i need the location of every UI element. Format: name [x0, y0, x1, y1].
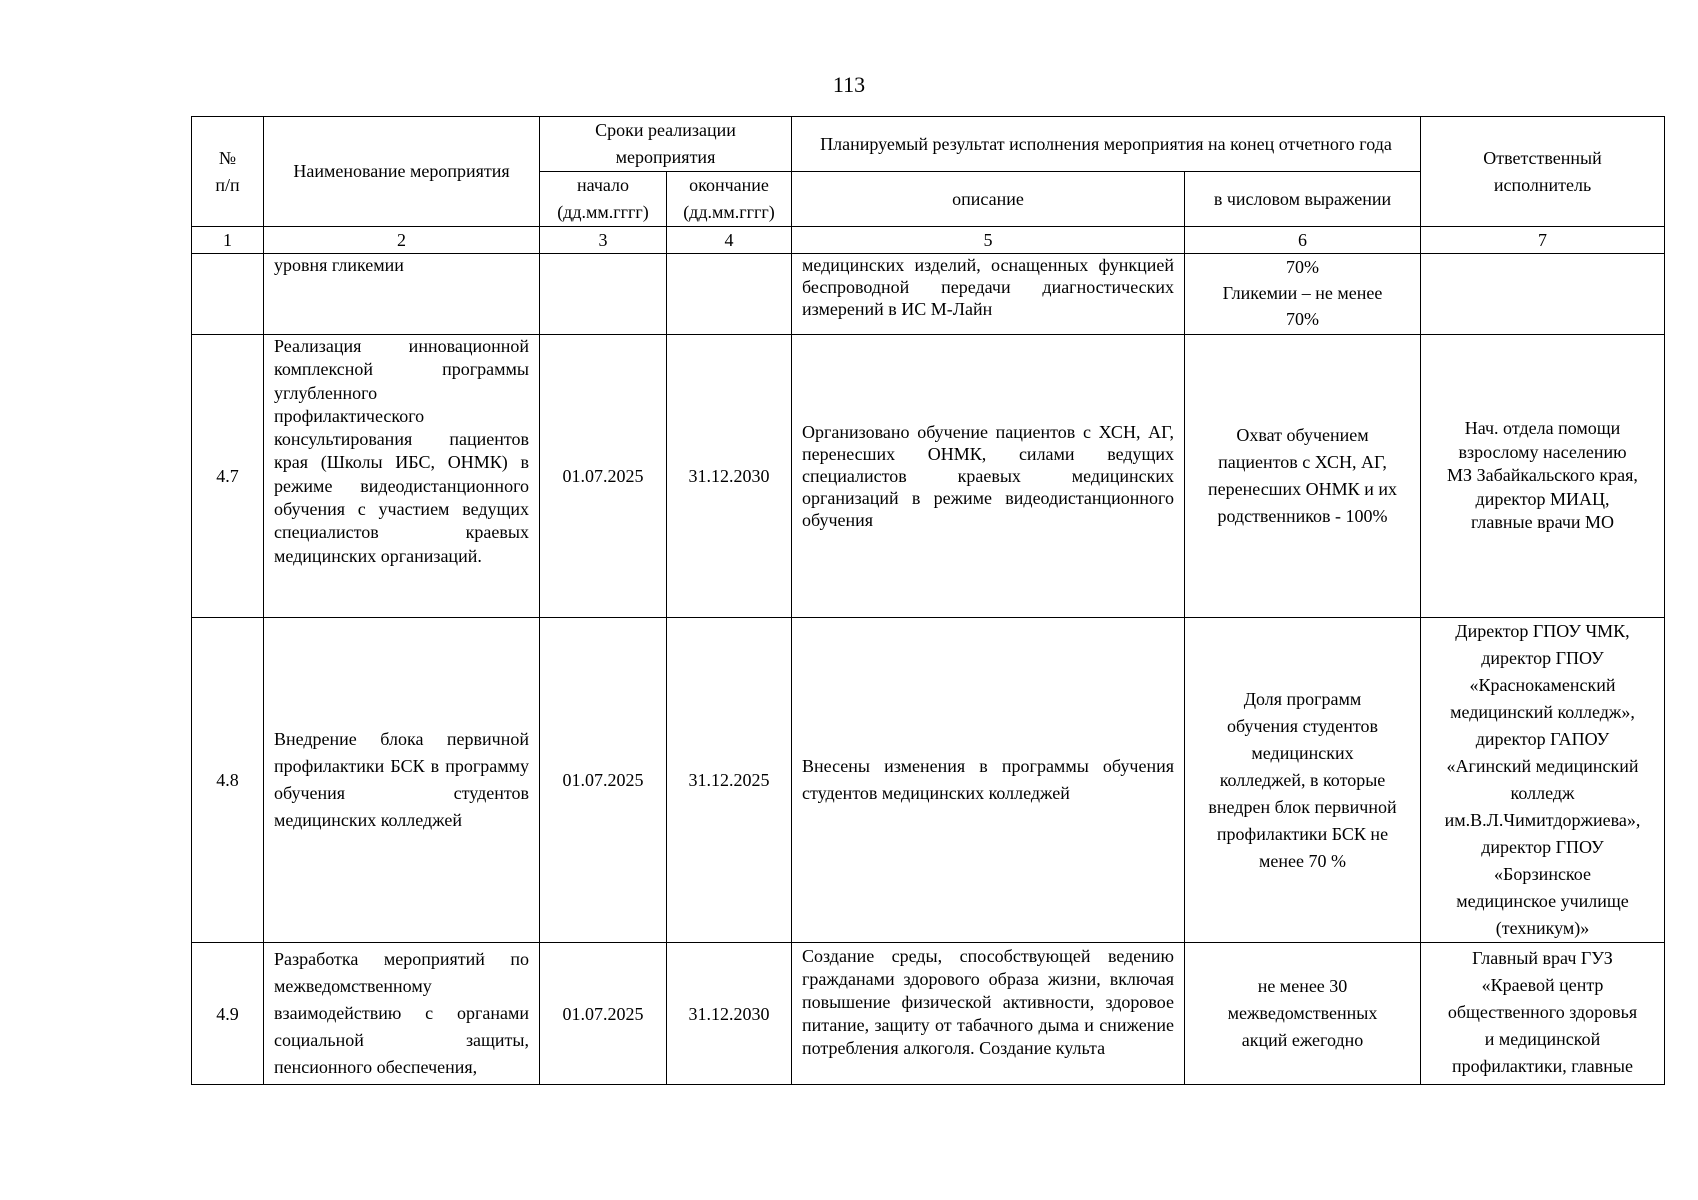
column-numbers-row: [192, 227, 1665, 254]
header-no: № п/п: [192, 117, 264, 227]
row-end-date: 31.12.2030: [667, 335, 792, 618]
row-end-date: 31.12.2025: [667, 618, 792, 943]
row-responsible: Директор ГПОУ ЧМК, директор ГПОУ «Краснокаменский медицинский колледж», директор ГАПОУ «Агинский медицинский колледж им.В.Л.Чимитдоржиева», директор ГПОУ «Борзинское медицинское училище (техникум)»: [1421, 618, 1665, 943]
row-start-date: 01.07.2025: [540, 335, 667, 618]
row-numeric-result: Охват обучением пациентов с ХСН, АГ, перенесших ОНМК и их родственников - 100%: [1185, 335, 1421, 618]
row-start-date: 01.07.2025: [540, 618, 667, 943]
row-description: Организовано обучение пациентов с ХСН, АГ, перенесших ОНМК, силами ведущих специалистов краевых медицинских организаций в режиме видеодистанционного обучения: [792, 335, 1185, 618]
row-end-date: [667, 254, 792, 335]
column-number: 3: [540, 227, 667, 254]
row-responsible: [1421, 254, 1665, 335]
row-description: Создание среды, способствующей ведению гражданами здорового образа жизни, включая повышение физической активности, здоровое питание, защиту от табачного дыма и снижение потребления алкоголя. Создание культа: [802, 946, 1174, 1058]
table-row: [192, 254, 1665, 335]
header-result: Планируемый результат исполнения мероприятия на конец отчетного года: [792, 117, 1421, 172]
row-number: 4.7: [192, 335, 264, 618]
row-name: уровня гликемии: [264, 254, 540, 335]
header-end: окончание (дд.мм.гггг): [667, 172, 792, 227]
table-row: [192, 943, 1665, 1085]
row-number: [192, 254, 264, 335]
row-numeric-result: 70% Гликемии – не менее 70%: [1185, 254, 1421, 335]
column-number: 7: [1421, 227, 1665, 254]
row-description: медицинских изделий, оснащенных функцией беспроводной передачи диагностических измерений в ИС М-Лайн: [792, 254, 1185, 335]
row-name: Внедрение блока первичной профилактики БСК в программу обучения студентов медицинских колледжей: [264, 618, 540, 943]
row-responsible: Главный врач ГУЗ «Краевой центр общественного здоровья и медицинской профилактики, главные: [1447, 948, 1638, 1076]
column-number: 1: [192, 227, 264, 254]
table-row: [192, 618, 1665, 943]
column-number: 5: [792, 227, 1185, 254]
row-responsible: Нач. отдела помощи взрослому населению МЗ Забайкальского края, директор МИАЦ, главные врачи МО: [1421, 335, 1665, 618]
header-start: начало (дд.мм.гггг): [540, 172, 667, 227]
header-name: Наименование мероприятия: [264, 117, 540, 227]
row-start-date: 01.07.2025: [540, 943, 667, 1085]
action-plan-table: [191, 116, 1665, 1085]
page-number: 113: [832, 72, 866, 97]
header-terms: Сроки реализации мероприятия: [540, 117, 792, 172]
row-numeric-result: не менее 30 межведомственных акций ежегодно: [1185, 943, 1421, 1085]
row-number: 4.8: [192, 618, 264, 943]
header-numeric: в числовом выражении: [1185, 172, 1421, 227]
column-number: 6: [1185, 227, 1421, 254]
row-numeric-result: Доля программ обучения студентов медицинских колледжей, в которые внедрен блок первичной профилактики БСК не менее 70 %: [1185, 618, 1421, 943]
row-number: 4.9: [192, 943, 264, 1085]
header-description: описание: [792, 172, 1185, 227]
column-number: 2: [264, 227, 540, 254]
row-description: Внесены изменения в программы обучения студентов медицинских колледжей: [792, 618, 1185, 943]
header-row-1: [192, 117, 1665, 172]
row-end-date: 31.12.2030: [667, 943, 792, 1085]
row-name: Реализация инновационной комплексной программы углубленного профилактического консультирования пациентов края (Школы ИБС, ОНМК) в режиме видеодистанционного обучения с участием ведущих специалистов краевых медицинских организаций.: [264, 335, 540, 618]
row-start-date: [540, 254, 667, 335]
header-responsible: Ответственный исполнитель: [1421, 117, 1665, 227]
table-row: [192, 335, 1665, 618]
column-number: 4: [667, 227, 792, 254]
row-name: Разработка мероприятий по межведомственному взаимодействию с органами социальной защиты, пенсионного обеспечения,: [264, 943, 540, 1085]
